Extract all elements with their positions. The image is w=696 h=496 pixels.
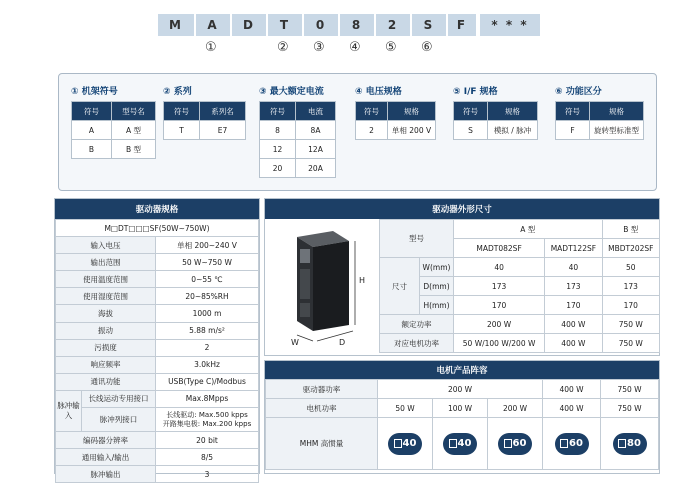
spec-key: 输入电压 xyxy=(56,237,156,254)
section-title: ⑥ 功能区分 xyxy=(555,87,602,97)
spec-value: Max.8Mpps xyxy=(156,390,259,407)
flange-size: 80 xyxy=(627,438,641,449)
spec-value: USB(Type C)/Modbus xyxy=(156,373,259,390)
motor-power-value: 400 W xyxy=(545,334,602,353)
cell: A 型 xyxy=(112,121,156,140)
col-header: 符号 xyxy=(556,102,590,121)
drive-power-label: 驱动器功率 xyxy=(266,380,378,399)
cell: S xyxy=(454,121,488,140)
dimension-table xyxy=(379,219,660,353)
spec-value: 8/5 xyxy=(156,449,259,466)
cell: 旋转型标准型 xyxy=(590,121,644,140)
position-numbers xyxy=(0,40,696,58)
cell: 12 xyxy=(260,140,296,159)
motor-power-value: 100 W xyxy=(433,399,488,418)
type-a-label: A 型 xyxy=(454,220,603,239)
flange-size-badge xyxy=(613,433,647,455)
badge-cell xyxy=(433,418,488,470)
cell: 模拟 / 脉冲 xyxy=(488,121,538,140)
flange-size-badge xyxy=(443,433,477,455)
dim-key: H(mm) xyxy=(420,296,454,315)
spec-key: 脉冲列接口 xyxy=(82,408,156,432)
position-number: ⑤ xyxy=(385,40,397,55)
spec-key: 长线运动专用接口 xyxy=(82,390,156,407)
section-title: ③ 最大额定电流 xyxy=(259,87,324,97)
depth-label: D xyxy=(339,338,346,347)
position-number: ⑥ xyxy=(421,40,433,55)
code-char: D xyxy=(232,14,266,36)
voltage-table xyxy=(355,101,436,140)
model-name: MADT122SF xyxy=(545,239,602,258)
spec-value xyxy=(156,408,259,432)
motor-power-value: 50 W/100 W/200 W xyxy=(454,334,545,353)
rated-power-value: 750 W xyxy=(602,315,659,334)
position-number: ② xyxy=(277,40,289,55)
dim-key: W(mm) xyxy=(420,258,454,277)
model-code-row xyxy=(0,14,696,36)
spec-key: 海拔 xyxy=(56,305,156,322)
drive-power-value: 400 W xyxy=(543,380,601,399)
drive-power-value: 200 W xyxy=(378,380,543,399)
rated-power-value: 400 W xyxy=(545,315,602,334)
spec-value: 5.88 m/s² xyxy=(156,322,259,339)
section-function xyxy=(555,84,644,140)
product-lineup-panel xyxy=(264,360,660,474)
spec-key: 编码器分辨率 xyxy=(56,432,156,449)
section-current xyxy=(259,84,336,178)
flange-size: 40 xyxy=(402,438,417,449)
dim-value: 50 xyxy=(602,258,659,277)
col-header: 电流 xyxy=(296,102,336,121)
code-char: S xyxy=(412,14,446,36)
section-frame xyxy=(71,84,156,159)
drive-connector xyxy=(300,269,310,299)
section-title: ② 系列 xyxy=(163,87,192,97)
code-char: 8 xyxy=(340,14,374,36)
motor-power-value: 200 W xyxy=(488,399,543,418)
depth-dim-line xyxy=(317,331,353,341)
current-table xyxy=(259,101,336,178)
drive-power-value: 750 W xyxy=(601,380,659,399)
spec-table xyxy=(55,219,259,483)
dim-value: 170 xyxy=(545,296,602,315)
col-header: 系列名 xyxy=(200,102,246,121)
col-header: 符号 xyxy=(356,102,388,121)
dim-value: 40 xyxy=(545,258,602,277)
motor-power-value: 400 W xyxy=(543,399,601,418)
square-icon xyxy=(618,439,626,448)
col-header: 型号名 xyxy=(112,102,156,121)
cell: B xyxy=(72,140,112,159)
spec-value: 1000 m xyxy=(156,305,259,322)
col-header: 规格 xyxy=(388,102,436,121)
col-header: 符号 xyxy=(454,102,488,121)
code-char: F xyxy=(448,14,476,36)
spec-key: 响应频率 xyxy=(56,356,156,373)
cell: 12A xyxy=(296,140,336,159)
flange-size-badge xyxy=(498,433,532,455)
spec-key: 振动 xyxy=(56,322,156,339)
model-name: MADT082SF xyxy=(454,239,545,258)
col-header: 规格 xyxy=(488,102,538,121)
spec-value: 3 xyxy=(156,466,259,483)
cell: B 型 xyxy=(112,140,156,159)
section-voltage xyxy=(355,84,436,140)
cell: E7 xyxy=(200,121,246,140)
spec-value: 2 xyxy=(156,339,259,356)
cell: 8 xyxy=(260,121,296,140)
pulse-input-label: 脉冲输入 xyxy=(56,390,82,431)
position-number: ③ xyxy=(313,40,325,55)
section-series xyxy=(163,84,246,140)
frame-table xyxy=(71,101,156,159)
spec-value: 20~85%RH xyxy=(156,288,259,305)
col-header: 符号 xyxy=(164,102,200,121)
size-label: 尺寸 xyxy=(380,258,420,315)
flange-size-badge xyxy=(555,433,589,455)
drive-display xyxy=(300,249,310,263)
series-table xyxy=(163,101,246,140)
drive-connector xyxy=(300,303,310,317)
code-char: M xyxy=(158,14,194,36)
square-icon xyxy=(449,439,457,448)
flange-size: 40 xyxy=(457,438,472,449)
panel-title: 驱动器规格 xyxy=(55,199,259,219)
col-header: 符号 xyxy=(72,102,112,121)
code-char: * * * xyxy=(480,14,540,36)
motor-power-value: 750 W xyxy=(602,334,659,353)
spec-value: 单相 200~240 V xyxy=(156,237,259,254)
motor-power-value: 750 W xyxy=(601,399,659,418)
cell: 20A xyxy=(296,159,336,178)
flange-size: 60 xyxy=(569,438,583,449)
dim-value: 173 xyxy=(602,277,659,296)
cell: T xyxy=(164,121,200,140)
dim-value: 173 xyxy=(545,277,602,296)
position-number: ④ xyxy=(349,40,361,55)
code-char: 0 xyxy=(304,14,338,36)
model-label: 型号 xyxy=(380,220,454,258)
drive-spec-panel xyxy=(54,198,260,479)
product-table xyxy=(265,379,659,470)
dimensions-panel xyxy=(264,198,660,356)
cell: 2 xyxy=(356,121,388,140)
rated-power-value: 200 W xyxy=(454,315,545,334)
spec-value: 0~55 ℃ xyxy=(156,271,259,288)
dim-key: D(mm) xyxy=(420,277,454,296)
position-number: ① xyxy=(205,40,217,55)
col-header: 规格 xyxy=(590,102,644,121)
spec-key: 使用湿度范围 xyxy=(56,288,156,305)
section-if xyxy=(453,84,538,140)
spec-key: 输出范围 xyxy=(56,254,156,271)
section-title: ① 机架符号 xyxy=(71,87,118,97)
spec-value: 20 bit xyxy=(156,432,259,449)
width-dim-line xyxy=(297,335,313,341)
section-title: ④ 电压规格 xyxy=(355,87,402,97)
spec-model: M□DT□□□SF(50W~750W) xyxy=(56,220,259,237)
height-label: H xyxy=(359,276,366,285)
dim-value: 170 xyxy=(454,296,545,315)
cell: 单相 200 V xyxy=(388,121,436,140)
code-legend-panel xyxy=(58,73,657,191)
code-char: 2 xyxy=(376,14,410,36)
spec-value-line: 长线驱动: Max.500 kpps xyxy=(166,410,248,419)
panel-title: 电机产品阵容 xyxy=(265,361,659,379)
dim-value: 170 xyxy=(602,296,659,315)
badge-cell xyxy=(378,418,433,470)
spec-value: 50 W~750 W xyxy=(156,254,259,271)
code-char: T xyxy=(268,14,302,36)
model-name: MBDT202SF xyxy=(602,239,659,258)
panel-title: 驱动器外形尺寸 xyxy=(265,199,659,219)
drive-side-face xyxy=(313,241,349,331)
dim-value: 40 xyxy=(454,258,545,277)
motor-power-label: 对应电机功率 xyxy=(380,334,454,353)
badge-cell xyxy=(543,418,601,470)
spec-key: 污损度 xyxy=(56,339,156,356)
if-table xyxy=(453,101,538,140)
badge-cell xyxy=(488,418,543,470)
square-icon xyxy=(560,439,568,448)
type-b-label: B 型 xyxy=(602,220,659,239)
spec-key: 脉冲输出 xyxy=(56,466,156,483)
spec-key: 通用输入/输出 xyxy=(56,449,156,466)
drive-illustration xyxy=(283,225,375,347)
rated-power-label: 额定功率 xyxy=(380,315,454,334)
square-icon xyxy=(504,439,512,448)
spec-key: 使用温度范围 xyxy=(56,271,156,288)
flange-size-badge xyxy=(388,433,422,455)
dim-value: 173 xyxy=(454,277,545,296)
badge-cell xyxy=(601,418,659,470)
width-label: W xyxy=(291,338,299,347)
square-icon xyxy=(394,439,402,448)
spec-value: 3.0kHz xyxy=(156,356,259,373)
function-table xyxy=(555,101,644,140)
motor-power-value: 50 W xyxy=(378,399,433,418)
cell: 8A xyxy=(296,121,336,140)
code-char: A xyxy=(196,14,230,36)
cell: 20 xyxy=(260,159,296,178)
mhm-label: MHM 高惯量 xyxy=(266,418,378,470)
col-header: 符号 xyxy=(260,102,296,121)
cell: F xyxy=(556,121,590,140)
cell: A xyxy=(72,121,112,140)
spec-key: 通讯功能 xyxy=(56,373,156,390)
spec-value-line: 开路集电极: Max.200 kpps xyxy=(162,419,252,428)
flange-size: 60 xyxy=(512,438,527,449)
section-title: ⑤ I/F 规格 xyxy=(453,87,498,97)
motor-power-label: 电机功率 xyxy=(266,399,378,418)
